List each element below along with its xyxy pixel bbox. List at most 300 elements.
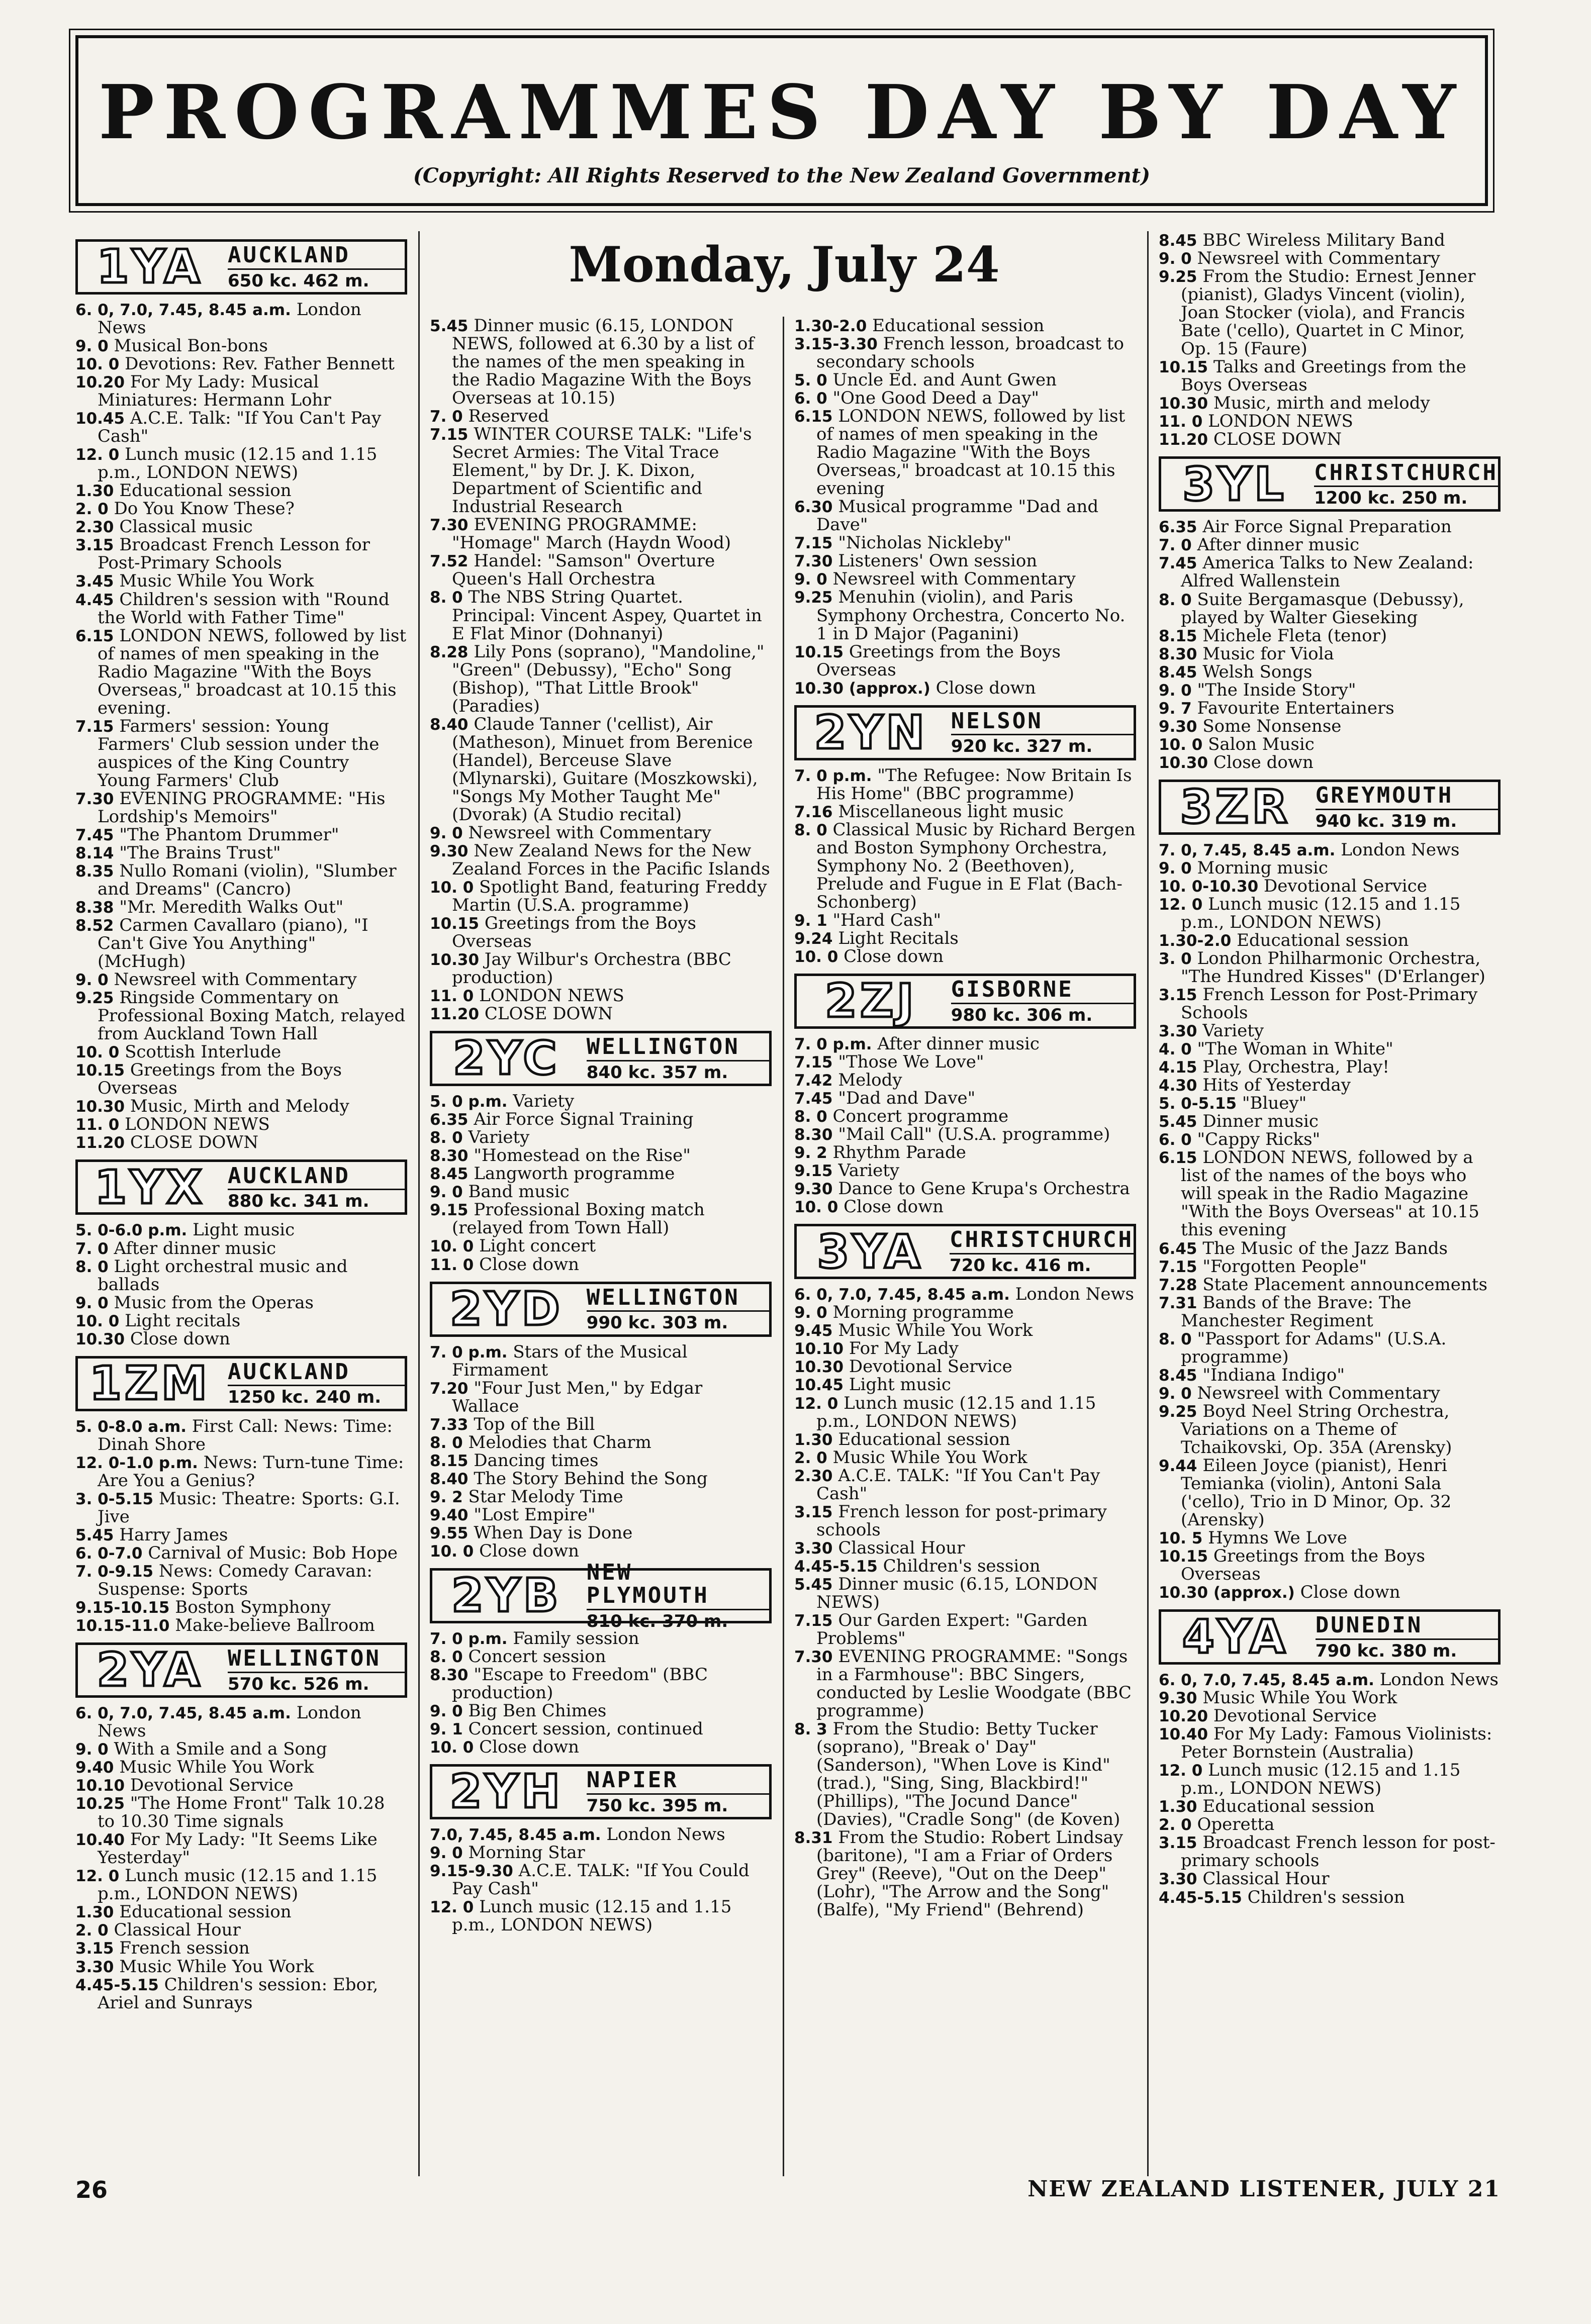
programme-title: Boston Symphony	[175, 1597, 331, 1617]
programme-item	[794, 371, 1136, 389]
programme-time: 9.25	[1159, 1402, 1197, 1421]
programme-title: Close down	[479, 1254, 580, 1275]
station-header	[430, 1764, 772, 1819]
station-frequency: 840 kc. 357 m.	[586, 1062, 728, 1083]
programme-title: Newsreel with Commentary	[114, 970, 357, 990]
programme-time: 11.20	[430, 1005, 480, 1024]
programme-item	[1159, 1130, 1501, 1148]
programme-time: 5. 0-8.0 a.m.	[75, 1417, 187, 1436]
programme-title: "Those We Love"	[838, 1052, 984, 1073]
programme-list	[794, 766, 1136, 965]
programme-title: Music While You Work	[119, 1956, 314, 1977]
programme-time: 12. 0	[1159, 895, 1203, 914]
programme-time: 10.30 (approx.)	[1159, 1584, 1295, 1602]
programme-time: 6.15	[1159, 1149, 1197, 1168]
column-3	[794, 317, 1136, 2176]
programme-title: Farmers' session: Young Farmers' Club session under the auspices of the King Country Young Farmers' Club	[98, 716, 380, 791]
programme-item	[430, 1524, 772, 1542]
programme-item	[75, 862, 407, 898]
programme-title: From the Studio: Ernest Jenner (pianist), Gladys Vincent (violin), Joan Stocker (viola), and Francis Bate ('cello), Quartet in C Minor, Op. 15 (Faure)	[1181, 266, 1476, 359]
programme-item	[1159, 231, 1501, 249]
station-city: CHRISTCHURCH	[950, 1228, 1134, 1254]
programme-time: 2.30	[75, 518, 114, 537]
programme-title: Uncle Ed. and Aunt Gwen	[832, 370, 1057, 391]
programme-item	[75, 481, 407, 500]
programme-time: 9. 1	[794, 911, 827, 930]
programme-time: 3.30	[75, 1958, 114, 1976]
programme-title: London News	[606, 1824, 725, 1845]
programme-item	[794, 1648, 1136, 1720]
station-info	[944, 1226, 1134, 1277]
programme-title: From the Studio: Betty Tucker (soprano), "Break o' Day" (Sanderson), "When Love is Kind" (trad.), "Sing, Sing, Blackbird!" (Phillips), "The Jocund Dance" (Davies), "Cradle Song" (de Koven)	[816, 1719, 1120, 1830]
programme-time: 10.30	[1159, 753, 1208, 772]
programme-item	[1159, 1276, 1501, 1294]
programme-time: 5.45	[430, 317, 469, 335]
programme-title: CLOSE DOWN	[484, 1004, 613, 1024]
programme-item	[1159, 1040, 1501, 1058]
programme-title: Welsh Songs	[1202, 661, 1313, 682]
programme-title: Rhythm Parade	[832, 1142, 966, 1163]
programme-item	[75, 301, 407, 337]
programme-item	[1159, 249, 1501, 267]
programme-item	[794, 1720, 1136, 1828]
station-header	[1159, 780, 1501, 835]
programme-time: 8.45	[1159, 1366, 1197, 1385]
programme-item	[430, 1542, 772, 1560]
programme-title: Our Garden Expert: "Garden Problems"	[816, 1610, 1088, 1649]
station-call-sign: 3YL	[1182, 457, 1287, 511]
programme-item	[430, 407, 772, 425]
programme-title: Music for Viola	[1202, 643, 1334, 664]
programme-item	[794, 1321, 1136, 1339]
programme-item	[1159, 859, 1501, 877]
programme-title: Broadcast French Lesson for Post-Primary Schools	[98, 535, 370, 573]
programme-item	[1159, 1547, 1501, 1583]
programme-title: "Passport for Adams" (U.S.A. programme)	[1181, 1328, 1447, 1367]
station-frequency: 650 kc. 462 m.	[228, 270, 369, 291]
station-city: GISBORNE	[951, 978, 1134, 1004]
programme-title: Close down	[935, 677, 1036, 698]
programme-time: 10.40	[1159, 1725, 1208, 1744]
programme-title: Lunch music (12.15 and 1.15 p.m., LONDON NEWS)	[816, 1393, 1096, 1431]
programme-title: LONDON NEWS	[479, 986, 624, 1006]
programme-time: 9. 0	[75, 1740, 109, 1759]
programme-item	[794, 643, 1136, 679]
programme-title: For My Lady	[849, 1338, 959, 1359]
programme-title: Greetings from the Boys Overseas	[816, 641, 1061, 680]
programme-time: 3.15	[75, 1940, 114, 1958]
programme-time: 10. 0	[75, 1043, 120, 1062]
programme-time: 7.20	[430, 1379, 469, 1398]
programme-item	[75, 1133, 407, 1151]
programme-time: 10. 0	[430, 1237, 474, 1256]
programme-time: 10. 0	[75, 355, 120, 374]
column-rule	[1147, 231, 1149, 2176]
programme-title: Light recitals	[125, 1310, 241, 1331]
programme-title: "Bluey"	[1242, 1093, 1307, 1114]
programme-time: 8.45	[1159, 663, 1197, 682]
station-city: NEW PLYMOUTH	[587, 1561, 769, 1610]
column-rule	[418, 231, 420, 2176]
programme-title: Spotlight Band, featuring Freddy Martin (U.S.A. programme)	[452, 877, 767, 915]
programme-item	[1159, 1148, 1501, 1239]
station-header	[430, 1031, 772, 1086]
programme-time: 10.10	[75, 1777, 125, 1795]
programme-time: 10. 0	[430, 1542, 474, 1561]
programme-time: 4.45-5.15	[75, 1976, 159, 1994]
programme-time: 9. 2	[794, 1144, 827, 1163]
programme-time: 4.45-5.15	[794, 1557, 878, 1576]
programme-title: Hits of Yesterday	[1202, 1075, 1351, 1096]
programme-list	[430, 1343, 772, 1560]
programme-time: 9.30	[1159, 717, 1197, 736]
station-info	[1308, 459, 1498, 509]
programme-time: 10.45	[75, 410, 125, 428]
programme-title: Make-believe Ballroom	[175, 1615, 375, 1636]
programme-title: LONDON NEWS	[1208, 411, 1353, 432]
programme-time: 6. 0, 7.0, 7.45, 8.45 a.m.	[1159, 1671, 1374, 1690]
programme-title: Children's session with "Round the World with Father Time"	[98, 589, 390, 628]
programme-time: 2. 0	[794, 1448, 827, 1467]
programme-time: 9. 7	[1159, 699, 1192, 718]
programme-item	[1159, 1094, 1501, 1112]
programme-title: Music While You Work	[838, 1320, 1033, 1341]
programme-item	[794, 1035, 1136, 1053]
programme-item	[794, 1358, 1136, 1376]
programme-item	[794, 1071, 1136, 1089]
programme-item	[430, 1506, 772, 1524]
programme-item	[1159, 1257, 1501, 1276]
programme-list	[75, 1417, 407, 1634]
programme-title: "The Inside Story"	[1197, 680, 1356, 700]
programme-time: 7. 0 p.m.	[794, 766, 872, 785]
station-info	[581, 1767, 769, 1817]
programme-item	[75, 445, 407, 481]
programme-item	[794, 1376, 1136, 1394]
programme-time: 4.15	[1159, 1058, 1197, 1077]
programme-item	[430, 1488, 772, 1506]
programme-title: "The Brains Trust"	[119, 842, 281, 863]
programme-title: With a Smile and a Song	[114, 1739, 327, 1760]
programme-item	[1159, 1815, 1501, 1833]
programme-title: Greetings from the Boys Overseas	[1181, 1546, 1425, 1585]
programme-item	[75, 1330, 407, 1348]
programme-title: Close down	[844, 946, 944, 966]
programme-title: Devotional Service	[130, 1775, 294, 1796]
programme-title: First Call: News: Time: Dinah Shore	[98, 1416, 393, 1455]
programme-item	[75, 1794, 407, 1830]
programme-time: 6.35	[430, 1111, 469, 1129]
programme-time: 8.30	[794, 1126, 833, 1144]
programme-title: Suite Bergamasque (Debussy), played by Walter Gieseking	[1181, 589, 1464, 628]
programme-time: 9. 0	[430, 1183, 463, 1202]
station-frequency: 1250 kc. 240 m.	[228, 1387, 382, 1408]
programme-time: 7.52	[430, 552, 469, 571]
programme-title: Salon Music	[1208, 734, 1315, 754]
programme-title: London News	[1015, 1284, 1134, 1305]
programme-time: 9. 0	[430, 1702, 463, 1721]
programme-item	[75, 591, 407, 627]
programme-time: 1.30	[75, 1903, 114, 1922]
station-header	[430, 1282, 772, 1337]
programme-item	[430, 516, 772, 552]
programme-item	[1159, 1402, 1501, 1457]
programme-item	[1159, 1888, 1501, 1906]
programme-title: London News	[1341, 839, 1460, 860]
station-call-sign: 1YA	[97, 240, 203, 294]
programme-item	[794, 1339, 1136, 1358]
programme-time: 9.15-10.15	[75, 1599, 170, 1617]
programme-list	[75, 301, 407, 1151]
programme-time: 2. 0	[75, 1921, 109, 1940]
programme-item	[794, 1611, 1136, 1648]
programme-title: News: Turn-tune Time: Are You a Genius?	[98, 1452, 404, 1491]
programme-item	[75, 1830, 407, 1867]
programme-time: 10. 0	[794, 1198, 838, 1217]
programme-time: 7. 0 p.m.	[430, 1629, 508, 1648]
programme-item	[1159, 1294, 1501, 1330]
programme-title: "Mr. Meredith Walks Out"	[119, 897, 344, 918]
programme-item	[794, 1198, 1136, 1216]
programme-item	[430, 588, 772, 642]
station-info	[222, 242, 405, 292]
programme-time: 8.45	[430, 1165, 469, 1184]
programme-item	[1159, 1689, 1501, 1707]
programme-time: 10.10	[794, 1340, 844, 1359]
station-city: CHRISTCHURCH	[1314, 461, 1498, 488]
programme-time: 10.30	[75, 1330, 125, 1348]
programme-item	[75, 1704, 407, 1740]
programme-title: Menuhin (violin), and Paris Symphony Orchestra, Concerto No. 1 in D Major (Paganini)	[816, 587, 1126, 644]
programme-title: "Dad and Dave"	[838, 1088, 976, 1109]
programme-title: Music from the Operas	[114, 1292, 314, 1313]
programme-item	[1159, 536, 1501, 554]
programme-time: 3. 0-5.15	[75, 1490, 154, 1508]
station-header	[75, 1642, 407, 1698]
programme-item	[430, 1702, 772, 1720]
publication-line: NEW ZEALAND LISTENER, JULY 21	[1027, 2176, 1501, 2202]
programme-item	[75, 1454, 407, 1490]
programme-time: 12. 0	[1159, 1762, 1203, 1780]
programme-time: 10.30 (approx.)	[794, 679, 930, 698]
programme-title: Hymns We Love	[1208, 1528, 1347, 1548]
station-city: WELLINGTON	[587, 1035, 769, 1061]
programme-time: 7.15	[75, 717, 114, 736]
programme-item	[75, 844, 407, 862]
programme-time: 7.45	[1159, 554, 1197, 573]
programme-time: 7. 0 p.m.	[430, 1343, 508, 1362]
programme-time: 10.15	[430, 915, 480, 933]
programme-title: London News	[98, 300, 361, 338]
programme-item	[794, 534, 1136, 552]
programme-time: 9. 0	[1159, 681, 1192, 700]
programme-title: CLOSE DOWN	[130, 1132, 259, 1153]
programme-item	[430, 824, 772, 842]
programme-title: Carmen Cavallaro (piano), "I Can't Give You Anything" (McHugh)	[98, 915, 368, 972]
programme-item	[75, 518, 407, 536]
programme-time: 6. 0, 7.0, 7.45, 8.45 a.m.	[794, 1286, 1010, 1304]
programme-time: 6. 0, 7.0, 7.45, 8.45 a.m.	[75, 1704, 291, 1723]
programme-title: Educational session	[838, 1429, 1010, 1449]
programme-title: Devotions: Rev. Father Bennett	[125, 354, 395, 374]
programme-item	[794, 1448, 1136, 1467]
programme-item	[1159, 554, 1501, 590]
programme-time: 9.15	[430, 1201, 469, 1220]
programme-title: Dinner music	[1202, 1111, 1319, 1132]
programme-title: Musical Bon-bons	[114, 336, 268, 356]
station-call-sign: 2YN	[814, 705, 928, 759]
programme-time: 7.45	[75, 826, 114, 844]
station-city: DUNEDIN	[1316, 1614, 1498, 1640]
programme-time: 2. 0	[1159, 1816, 1192, 1834]
programme-item	[1159, 1076, 1501, 1094]
programme-title: Air Force Signal Preparation	[1202, 517, 1452, 537]
programme-list	[430, 317, 772, 1023]
programme-title: "Four Just Men," by Edgar Wallace	[452, 1378, 703, 1416]
programme-time: 8.45	[1159, 232, 1197, 250]
programme-title: Greetings from the Boys Overseas	[98, 1060, 342, 1099]
programme-item	[430, 1092, 772, 1110]
programme-time: 7. 0 p.m.	[794, 1035, 872, 1053]
programme-item	[75, 1544, 407, 1562]
programme-item	[1159, 1022, 1501, 1040]
programme-title: Children's session	[883, 1556, 1041, 1576]
programme-title: LONDON NEWS	[125, 1114, 270, 1135]
programme-time: 9. 0	[1159, 250, 1192, 268]
programme-item	[75, 1115, 407, 1133]
programme-time: 9. 0	[1159, 859, 1192, 878]
programme-title: Music: Theatre: Sports: G.I. Jive	[98, 1488, 400, 1527]
programme-time: 1.30	[794, 1430, 833, 1449]
programme-time: 9. 0	[1159, 1384, 1192, 1403]
programme-title: Lunch music (12.15 and 1.15 p.m., LONDON NEWS)	[1181, 894, 1461, 932]
programme-item	[430, 878, 772, 914]
station-info	[222, 1645, 405, 1695]
programme-item	[75, 1616, 407, 1634]
programme-time: 7.15	[794, 1053, 833, 1072]
programme-time: 9. 0	[75, 971, 109, 990]
programme-item	[1159, 699, 1501, 717]
programme-item	[794, 947, 1136, 965]
programme-item	[1159, 1384, 1501, 1402]
programme-time: 8.15	[430, 1451, 469, 1470]
column-1	[75, 231, 407, 2176]
programme-title: For My Lady: Famous Violinists: Peter Bornstein (Australia)	[1181, 1724, 1492, 1763]
programme-time: 10.15	[1159, 1547, 1208, 1566]
programme-title: Newsreel with Commentary	[1197, 248, 1440, 269]
programme-title: After dinner music	[1197, 535, 1360, 555]
programme-item	[430, 425, 772, 516]
programme-time: 10.30	[794, 1358, 844, 1377]
programme-title: The Music of the Jazz Bands	[1202, 1238, 1448, 1258]
programme-title: "Hard Cash"	[832, 910, 942, 930]
programme-time: 3.45	[75, 572, 114, 591]
programme-item	[1159, 1725, 1501, 1761]
station-header	[794, 974, 1136, 1029]
programme-item	[430, 1146, 772, 1165]
programme-time: 10. 0	[75, 1312, 120, 1330]
programme-title: Operetta	[1197, 1814, 1275, 1835]
programme-time: 6. 0	[794, 390, 827, 408]
programme-item	[1159, 1058, 1501, 1076]
programme-item	[1159, 841, 1501, 859]
programme-item	[1159, 645, 1501, 663]
programme-item	[794, 1539, 1136, 1557]
programme-time: 9. 0	[794, 1304, 827, 1322]
station-call-sign: 2YA	[97, 1643, 203, 1697]
programme-list	[1159, 231, 1501, 448]
programme-time: 9.30	[1159, 1689, 1197, 1708]
station-call-sign: 1YX	[95, 1160, 205, 1214]
programme-title: Classical Music by Richard Bergen and Boston Symphony Orchestra, Symphony No. 2 (Beethoven), Prelude and Fugue in E Flat (Bach-Schonberg)	[816, 819, 1136, 912]
programme-time: 3.15	[794, 1503, 833, 1521]
programme-time: 9. 2	[430, 1488, 463, 1506]
programme-item	[794, 1161, 1136, 1180]
programme-list	[75, 1221, 407, 1347]
programme-title: Music, mirth and melody	[1213, 393, 1430, 414]
programme-time: 8. 0	[1159, 591, 1192, 609]
programme-time: 12. 0	[430, 1898, 474, 1917]
station-header	[1159, 1609, 1501, 1665]
programme-title: When Day is Done	[474, 1522, 633, 1543]
programme-item	[75, 1976, 407, 2012]
column-4	[1159, 231, 1501, 2176]
station-city: AUCKLAND	[228, 1361, 405, 1387]
programme-time: 9.25	[75, 989, 114, 1008]
programme-title: Close down	[1213, 752, 1314, 772]
programme-item	[430, 1415, 772, 1433]
programme-item	[430, 1237, 772, 1255]
station-frequency: 940 kc. 319 m.	[1315, 811, 1457, 831]
programme-title: State Placement announcements	[1202, 1274, 1487, 1295]
programme-time: 5. 0 p.m.	[430, 1093, 508, 1111]
programme-time: 10. 0	[430, 878, 474, 897]
programme-time: 11.20	[75, 1134, 125, 1152]
programme-title: Classical Hour	[114, 1920, 241, 1941]
programme-title: For My Lady: "It Seems Like Yesterday"	[98, 1829, 378, 1868]
programme-list	[794, 317, 1136, 697]
programme-item	[430, 1201, 772, 1237]
programme-title: Star Melody Time	[468, 1486, 623, 1507]
programme-item	[430, 1379, 772, 1415]
programme-title: EVENING PROGRAMME: "Homage" March (Haydn Wood)	[452, 515, 731, 553]
programme-title: Greetings from the Boys Overseas	[452, 913, 696, 952]
programme-time: 4.45	[75, 591, 114, 609]
programme-title: Top of the Bill	[474, 1414, 595, 1434]
programme-item	[430, 317, 772, 407]
programme-title: Variety	[838, 1160, 900, 1181]
programme-item	[1159, 1366, 1501, 1384]
programme-title: Bands of the Brave: The Manchester Regiment	[1181, 1292, 1412, 1331]
programme-time: 4.45-5.15	[1159, 1888, 1242, 1907]
programme-time: 8.40	[430, 1470, 469, 1488]
programme-time: 10.15	[1159, 358, 1208, 377]
programme-item	[430, 715, 772, 824]
programme-time: 7.15	[794, 534, 833, 553]
station-call-sign: 2ZJ	[824, 974, 917, 1028]
programme-time: 9. 0	[75, 1294, 109, 1312]
programme-item	[794, 1394, 1136, 1430]
programme-time: 3.30	[1159, 1870, 1197, 1889]
programme-title: French session	[119, 1938, 250, 1959]
programme-title: A.C.E. TALK: "If You Can't Pay Cash"	[816, 1465, 1100, 1504]
programme-time: 5.45	[75, 1526, 114, 1544]
programme-time: 9.24	[794, 929, 833, 948]
programme-item	[1159, 394, 1501, 412]
programme-item	[430, 1898, 772, 1934]
programme-title: Educational session	[1202, 1796, 1375, 1817]
programme-time: 10. 5	[1159, 1529, 1203, 1547]
